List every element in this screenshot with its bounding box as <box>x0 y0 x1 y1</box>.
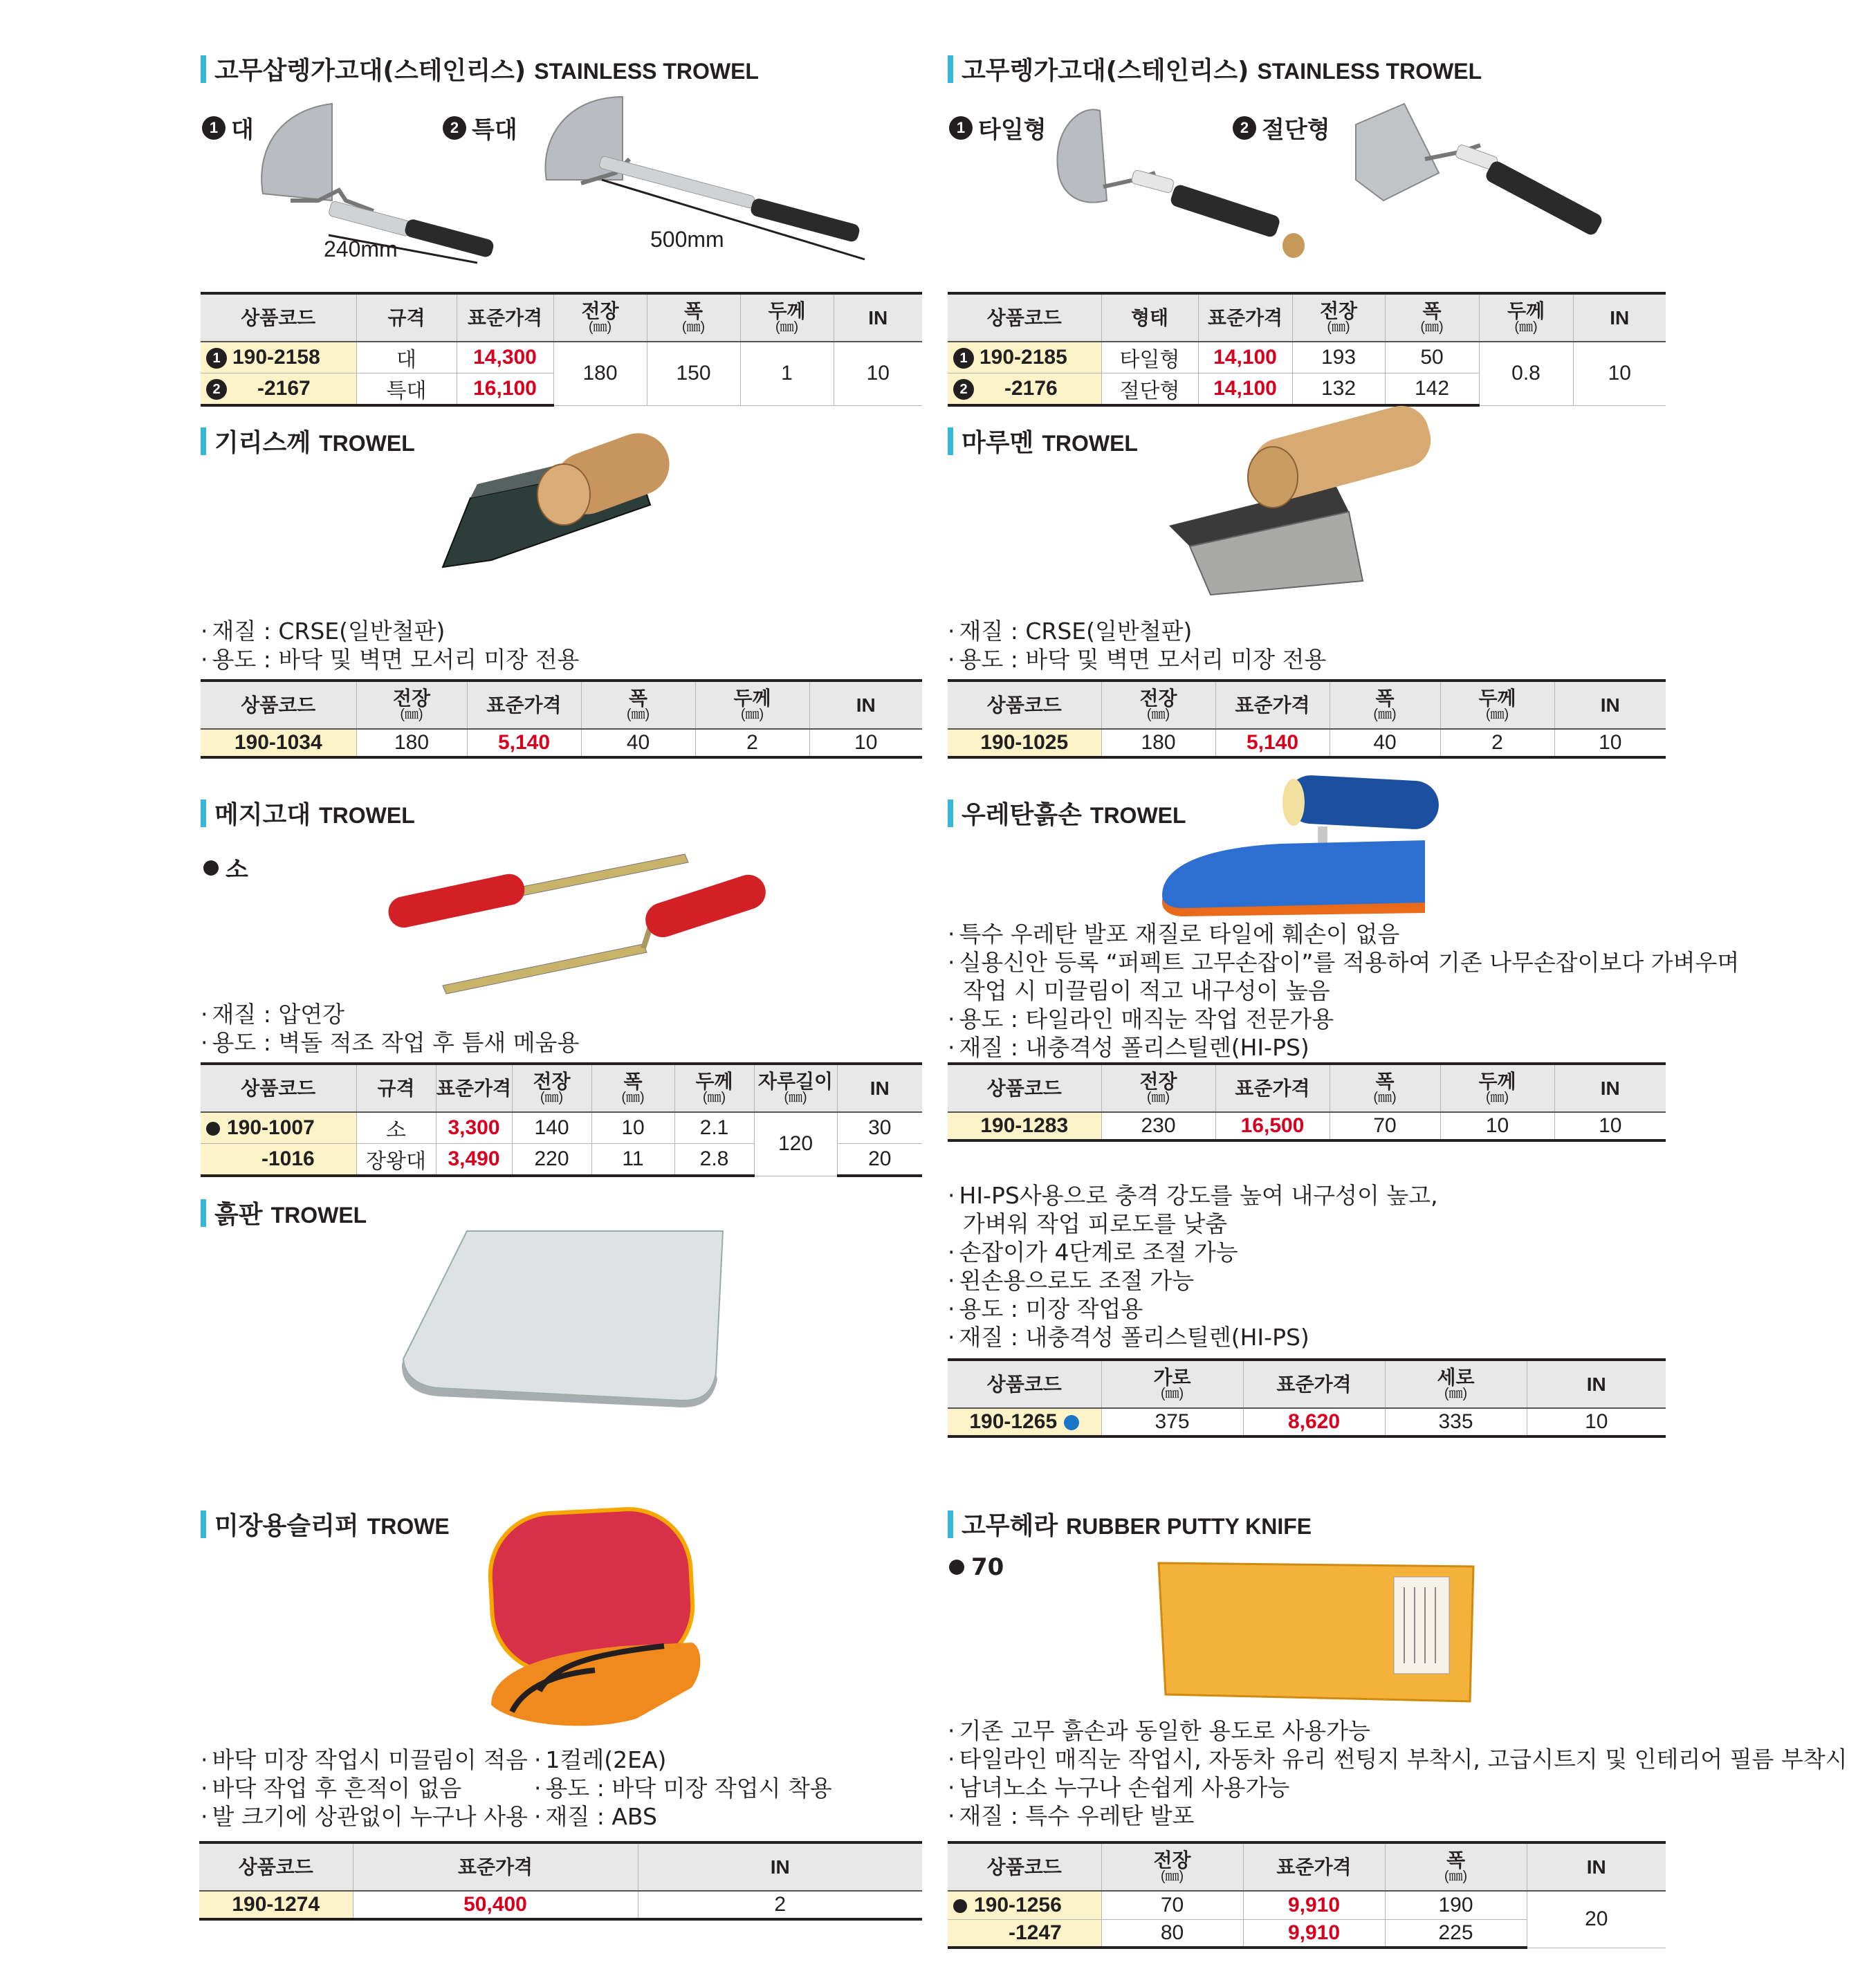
table-row: 190-1007 소 3,300 140 10 2.1 120 30 <box>201 1112 922 1144</box>
section-title-s9: 미장용슬리퍼 TROWE <box>201 1506 450 1542</box>
trowel-cut-image <box>1342 104 1646 256</box>
bullets-s9-right: · 1컬레(2EA) · 용도 : 바닥 미장 작업시 착용 · 재질 : ABS <box>534 1746 832 1831</box>
section-title-s3: 기리스께 TROWEL <box>201 423 415 459</box>
spec-table-s8: 상품코드 가로 (㎜) 표준가격 세로 (㎜) IN 190-1265 375 8,620 335 10 <box>948 1358 1666 1438</box>
bullets-s4: · 재질 : CRSE(일반철판) · 용도 : 바닥 및 벽면 모서리 미장 전용 <box>948 617 1326 674</box>
number-badge: 1 <box>202 116 226 140</box>
meji-trowel-image <box>380 847 768 999</box>
section-title-s4: 마루멘 TROWEL <box>948 423 1138 459</box>
bullets-s5: · 재질 : 압연강 · 용도 : 벽돌 적조 작업 후 틈새 메움용 <box>201 1000 579 1057</box>
table-row: 190-1025 180 5,140 40 2 10 <box>948 729 1666 757</box>
section-title-s7: 흙판 TROWEL <box>201 1195 367 1230</box>
option-1: 1 대 <box>202 111 254 145</box>
section-title-s1: 고무삽렝가고대(스테인리스) STAINLESS TROWEL <box>201 51 759 86</box>
plastering-slipper-image <box>484 1504 706 1732</box>
bullets-s6: · 특수 우레탄 발포 재질로 타일에 훼손이 없음 · 실용신안 등록 “퍼펙트 고무손잡이”를 적용하여 기존 나무손잡이보다 가벼우며 작업 시 미끌림이 적고 내구성이 높음 · 용도 : 타일라인 매직눈 작업 전문가용 · 재질 : 내충격성 폴리스틸렌(HI-PS) <box>948 920 1739 1062</box>
table-row: 190-1034 180 5,140 40 2 10 <box>201 729 922 757</box>
section-title-s10: 고무헤라 RUBBER PUTTY KNIFE <box>948 1506 1312 1542</box>
option-small: 소 <box>203 851 248 885</box>
table-row: 2 -2176 절단형 14,100 132 142 <box>948 373 1666 406</box>
table-row: 2 -2167 특대 16,100 <box>201 373 922 406</box>
table-row: -1016 장왕대 3,490 220 11 2.8 20 <box>201 1144 922 1176</box>
trowel-tile-image <box>1038 104 1314 263</box>
spec-table-s9: 상품코드 표준가격 IN 190-1274 50,400 2 <box>199 1841 922 1921</box>
table-row: 1 190-2185 타일형 14,100 193 50 0.8 10 <box>948 342 1666 373</box>
number-badge: 2 <box>443 116 466 140</box>
number-badge: 1 <box>949 116 973 140</box>
table-row: 190-1256 70 9,910 190 20 <box>948 1891 1666 1919</box>
status-dot-icon <box>1064 1415 1079 1430</box>
spec-table-s2: 상품코드 형태 표준가격 전장 (㎜) 폭 (㎜) 두께 (㎜) IN 1 190-2185 타일형 14,100 193 50 0.8 10 2 -2176 절단형 14,100 132 142 <box>948 292 1666 407</box>
urethane-trowel-image <box>1155 771 1446 923</box>
section-title-s6: 우레탄흙손 TROWEL <box>948 795 1186 831</box>
dimension-240: 240mm <box>324 237 398 261</box>
table-row: 190-1274 50,400 2 <box>199 1891 922 1919</box>
spec-table-s6: 상품코드 전장 (㎜) 표준가격 폭 (㎜) 두께 (㎜) IN 190-1283 230 16,500 70 10 10 <box>948 1062 1666 1142</box>
spec-table-s1: 상품코드 규격 표준가격 전장 (㎜) 폭 (㎜) 두께 (㎜) IN 1 190-2158 대 14,300 180 150 1 10 2 -2167 특대 16,100 <box>201 292 922 407</box>
bullets-s8: · HI-PS사용으로 충격 강도를 높여 내구성이 높고, 가벼워 작업 피로도를 낮춤 · 손잡이가 4단계로 조절 가능 · 왼손용으로도 조절 가능 · 용도 : 미장 작업용 · 재질 : 내충격성 폴리스틸렌(HI-PS) <box>948 1181 1438 1351</box>
table-row: 190-1283 230 16,500 70 10 10 <box>948 1112 1666 1140</box>
option-2: 2 특대 <box>443 111 517 145</box>
section-title-s2: 고무렝가고대(스테인리스) STAINLESS TROWEL <box>948 51 1482 86</box>
rubber-putty-knife-image <box>1155 1560 1480 1705</box>
bullets-s3: · 재질 : CRSE(일반철판) · 용도 : 바닥 및 벽면 모서리 미장 전용 <box>201 617 579 674</box>
spec-table-s4: 상품코드 전장 (㎜) 표준가격 폭 (㎜) 두께 (㎜) IN 190-1025 180 5,140 40 2 10 <box>948 679 1666 759</box>
kirisuke-trowel-image <box>429 422 692 581</box>
number-badge: 2 <box>1233 116 1256 140</box>
option-70: 70 <box>949 1553 1004 1581</box>
section-title-s5: 메지고대 TROWEL <box>201 795 415 831</box>
option-tile: 1 타일형 <box>949 111 1047 145</box>
dimension-500: 500mm <box>650 227 724 252</box>
spec-table-s5: 상품코드 규격 표준가격 전장 (㎜) 폭 (㎜) 두께 (㎜) 자루길이 (㎜) IN 190-1007 소 3,300 140 10 2.1 120 30 -1016 장왕대 3,490 220 11 2.8 20 <box>201 1062 922 1177</box>
bullets-s9-left: · 바닥 미장 작업시 미끌림이 적음 · 바닥 작업 후 흔적이 없음 · 발 크기에 상관없이 누구나 사용 <box>201 1746 528 1831</box>
mortar-board-image <box>398 1228 730 1407</box>
table-row: -1247 80 9,910 225 <box>948 1919 1666 1948</box>
table-row: 190-1265 375 8,620 335 10 <box>948 1408 1666 1436</box>
spec-table-s3: 상품코드 전장 (㎜) 표준가격 폭 (㎜) 두께 (㎜) IN 190-1034 180 5,140 40 2 10 <box>201 679 922 759</box>
table-row: 1 190-2158 대 14,300 180 150 1 10 <box>201 342 922 373</box>
option-cut: 2 절단형 <box>1233 111 1330 145</box>
spec-table-s10: 상품코드 전장 (㎜) 표준가격 폭 (㎜) IN 190-1256 70 9,910 190 20 -1247 80 9,910 225 <box>948 1841 1666 1949</box>
bullets-s10: · 기존 고무 흙손과 동일한 용도로 사용가능 · 타일라인 매직눈 작업시, 자동차 유리 썬팅지 부착시, 고급시트지 및 인테리어 필름 부착시 · 남녀노소 누구나 손쉽게 사용가능 · 재질 : 특수 우레탄 발포 <box>948 1717 1847 1830</box>
marumen-trowel-image <box>1162 408 1439 602</box>
